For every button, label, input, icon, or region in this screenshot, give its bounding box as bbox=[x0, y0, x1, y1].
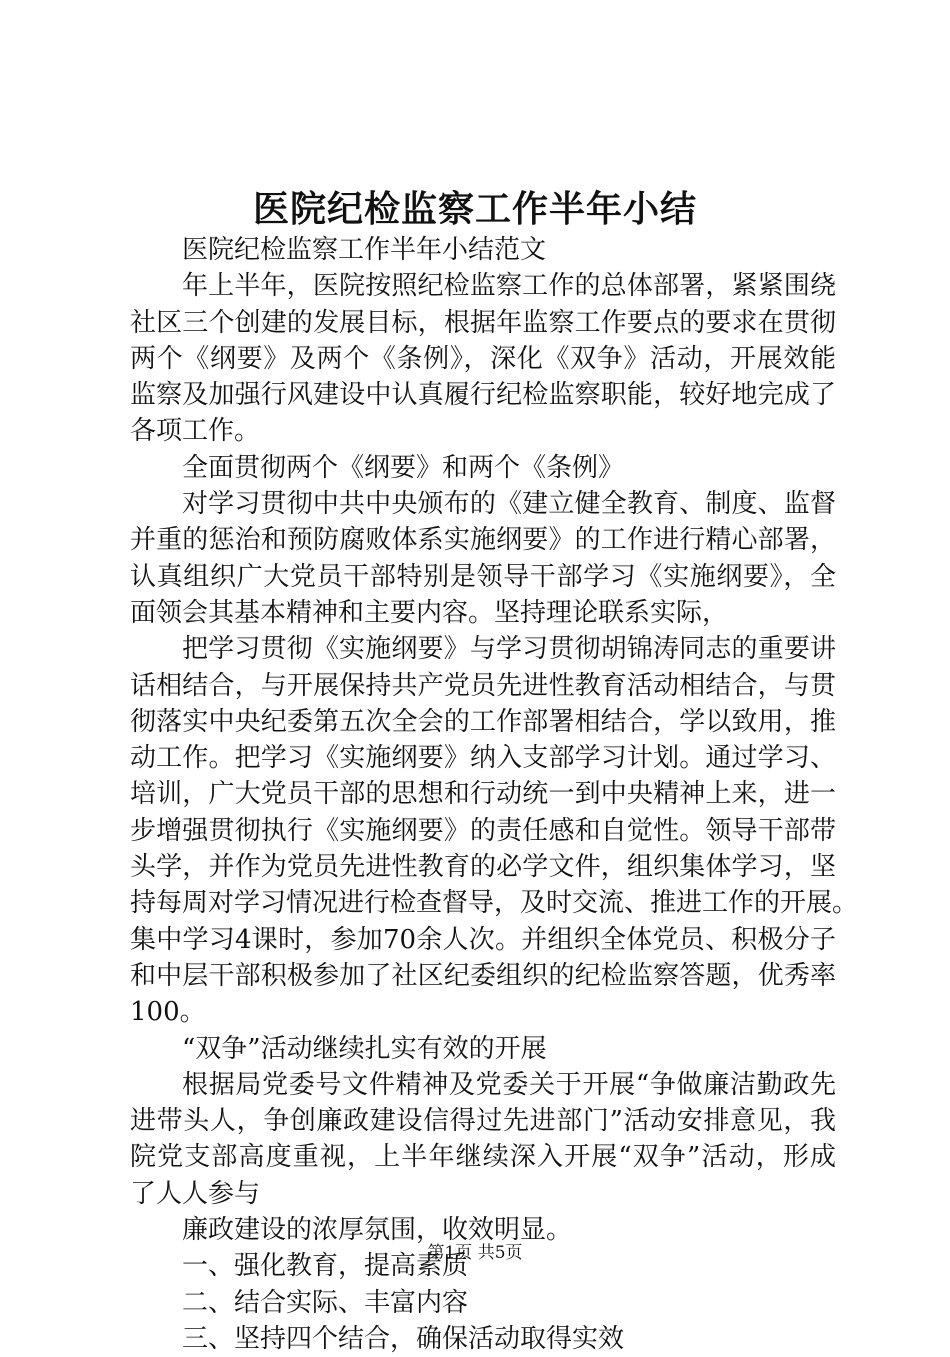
text-line: 并重的惩治和预防腐败体系实施纲要》的工作进行精心部署， bbox=[130, 525, 836, 556]
page-footer: 第1页 共5页 bbox=[427, 1243, 523, 1263]
text-line: 全面贯彻两个《纲要》和两个《条例》 bbox=[182, 452, 625, 483]
text-line: 两个《纲要》及两个《条例》，深化《双争》活动，开展效能 bbox=[130, 343, 836, 374]
text-line: 培训，广大党员干部的思想和行动统一到中央精神上来，进一 bbox=[130, 779, 836, 810]
document-title: 医院纪检监察工作半年小结 bbox=[252, 188, 697, 230]
text-line: 面领会其基本精神和主要内容。坚持理论联系实际， bbox=[130, 597, 729, 628]
text-line: 100。 bbox=[130, 997, 206, 1028]
text-line: 年上半年，医院按照纪检监察工作的总体部署，紧紧围绕 bbox=[182, 271, 836, 302]
text-line: 持每周对学习情况进行检查督导，及时交流、推进工作的开展。 bbox=[130, 888, 859, 919]
text-line: 根据局党委号文件精神及党委关于开展“争做廉洁勤政先 bbox=[182, 1069, 836, 1100]
text-line: 医院纪检监察工作半年小结范文 bbox=[182, 235, 547, 265]
text-line: 监察及加强行风建设中认真履行纪检监察职能，较好地完成了 bbox=[130, 380, 836, 411]
document-body bbox=[130, 232, 859, 1357]
text-line: 把学习贯彻《实施纲要》与学习贯彻胡锦涛同志的重要讲 bbox=[182, 634, 836, 665]
text-line: 廉政建设的浓厚氛围，收效明显。 bbox=[182, 1215, 573, 1246]
text-line: 社区三个创建的发展目标，根据年监察工作要点的要求在贯彻 bbox=[130, 307, 836, 338]
text-line: 集中学习4课时，参加70余人次。并组织全体党员、积极分子 bbox=[130, 924, 836, 955]
text-line: 动工作。把学习《实施纲要》纳入支部学习计划。通过学习、 bbox=[130, 743, 836, 774]
text-line: 话相结合，与开展保持共产党员先进性教育活动相结合，与贯 bbox=[130, 670, 836, 701]
text-line: 头学，并作为党员先进性教育的必学文件，组织集体学习，坚 bbox=[130, 852, 836, 883]
text-line: 二、结合实际、丰富内容 bbox=[182, 1287, 469, 1318]
text-line: 院党支部高度重视，上半年继续深入开展“双争”活动，形成 bbox=[130, 1142, 836, 1173]
text-line: 步增强贯彻执行《实施纲要》的责任感和自觉性。领导干部带 bbox=[130, 815, 836, 846]
text-line: 一、强化教育，提高素质 bbox=[182, 1251, 469, 1282]
text-line: 各项工作。 bbox=[130, 416, 261, 447]
text-line: 和中层干部积极参加了社区纪委组织的纪检监察答题，优秀率 bbox=[130, 960, 836, 991]
text-line: 彻落实中央纪委第五次全会的工作部署相结合，学以致用，推 bbox=[130, 706, 836, 737]
text-line: 了人人参与 bbox=[130, 1178, 261, 1209]
text-line: “双争”活动继续扎实有效的开展 bbox=[182, 1033, 547, 1064]
text-line: 认真组织广大党员干部特别是领导干部学习《实施纲要》，全 bbox=[130, 561, 836, 592]
text-line: 对学习贯彻中共中央颁布的《建立健全教育、制度、监督 bbox=[182, 489, 836, 520]
text-line: 进带头人，争创廉政建设信得过先进部门”活动安排意见，我 bbox=[130, 1106, 836, 1137]
text-line: 三、坚持四个结合，确保活动取得实效 bbox=[182, 1323, 625, 1354]
